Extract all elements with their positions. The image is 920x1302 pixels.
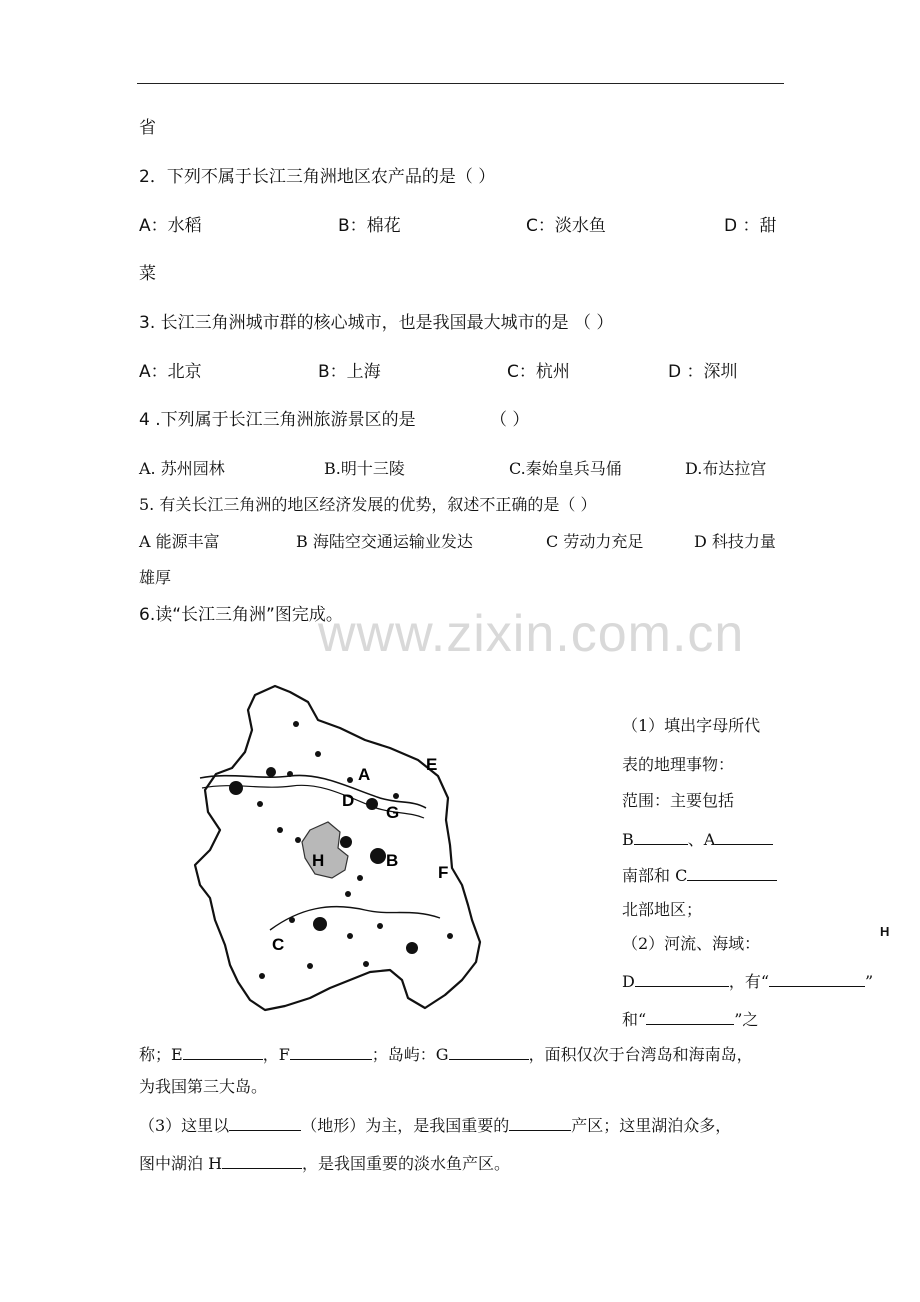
blank-nickname2[interactable] xyxy=(646,1008,734,1025)
q4-option-b: B.明十三陵 xyxy=(324,459,405,478)
blank-d[interactable] xyxy=(635,970,729,987)
city-dot xyxy=(259,973,265,979)
q2-stem: 2．下列不属于长江三角洲地区农产品的是（ ） xyxy=(139,167,496,187)
q6-part2-d-line xyxy=(622,970,873,992)
map-label-h: H xyxy=(312,851,325,870)
blank-nickname1[interactable] xyxy=(769,970,865,987)
q6-part2-line1: （2）河流、海域： xyxy=(622,934,761,953)
city-dot xyxy=(266,767,276,777)
q6-part1-b-line xyxy=(622,828,773,850)
continuation-text: 省 xyxy=(139,118,156,138)
q6-part1-line2: 表的地理事物： xyxy=(622,755,735,774)
q4-paren: （ ） xyxy=(490,410,530,430)
label-cont-e: 称；E xyxy=(139,1045,183,1064)
blank-b[interactable] xyxy=(634,828,688,845)
city-dot xyxy=(287,771,293,777)
city-dot xyxy=(347,933,353,939)
q6-stem: 6.读“长江三角洲”图完成。 xyxy=(139,605,343,625)
city-dot xyxy=(347,777,353,783)
q5-option-a: A 能源丰富 xyxy=(139,532,220,551)
label-b: B xyxy=(622,830,634,849)
blank-g[interactable] xyxy=(449,1043,529,1060)
label-cont-f: ，F xyxy=(262,1045,290,1064)
q6-part2-cont-line xyxy=(139,1043,753,1065)
blank-a[interactable] xyxy=(715,828,773,845)
watermark: www.zixin.com.cn xyxy=(318,605,745,663)
q2-option-b: B：棉花 xyxy=(338,216,401,236)
city-dot xyxy=(289,917,295,923)
blank-terrain[interactable] xyxy=(229,1114,301,1131)
city-dot xyxy=(293,721,299,727)
map-label-d: D xyxy=(342,791,355,810)
city-dot xyxy=(357,875,363,881)
city-dot xyxy=(313,917,327,931)
q5-wrap: 雄厚 xyxy=(139,568,172,587)
map-label-b: B xyxy=(386,851,399,870)
q2-option-d: D ：甜 xyxy=(724,216,777,236)
map-label-c: C xyxy=(272,935,285,954)
city-dot xyxy=(295,837,301,843)
blank-f[interactable] xyxy=(290,1043,372,1060)
q6-part1-line1: （1）填出字母所代 xyxy=(622,716,761,735)
label-sep-a: 、A xyxy=(687,830,716,849)
blank-h[interactable] xyxy=(222,1152,302,1169)
q3-option-d: D ：深圳 xyxy=(668,362,738,382)
q2-option-c: C：淡水鱼 xyxy=(526,216,606,236)
city-dot xyxy=(229,781,243,795)
city-dot xyxy=(393,793,399,799)
blank-c[interactable] xyxy=(687,864,777,881)
label-cont-g: ；岛屿：G xyxy=(371,1045,449,1064)
city-dot xyxy=(277,827,283,833)
city-dot xyxy=(257,801,263,807)
q3-option-c: C：杭州 xyxy=(507,362,570,382)
q5-option-c: C 劳动力充足 xyxy=(546,532,644,551)
q3-option-a: A：北京 xyxy=(139,362,202,382)
city-dot xyxy=(345,891,351,897)
stray-label: H xyxy=(880,924,890,939)
label-between: ”之 xyxy=(734,1010,759,1029)
label-cont-island: ，面积仅次于台湾岛和海南岛， xyxy=(528,1045,753,1064)
yangtze-delta-map xyxy=(150,680,490,1015)
q6-part1-line3: 范围：主要包括 xyxy=(622,791,735,810)
blank-product[interactable] xyxy=(509,1114,571,1131)
q6-part3-line2 xyxy=(139,1152,510,1174)
q6-part3-line1 xyxy=(139,1114,731,1136)
header-rule xyxy=(137,83,784,84)
city-dot xyxy=(406,942,418,954)
city-dot xyxy=(377,923,383,929)
city-dot xyxy=(366,798,378,810)
q2-option-a: A：水稻 xyxy=(139,216,202,236)
map-label-f: F xyxy=(438,863,449,882)
city-dot xyxy=(363,961,369,967)
q5-stem: 5. 有关长江三角洲的地区经济发展的优势，叙述不正确的是（ ） xyxy=(139,495,597,514)
city-dot xyxy=(340,836,352,848)
label-p3-d: 图中湖泊 H xyxy=(139,1154,223,1173)
q3-stem: 3. 长江三角洲城市群的核心城市，也是我国最大城市的是 （ ） xyxy=(139,313,614,333)
q4-option-d: D.布达拉宫 xyxy=(685,459,767,478)
label-d: D xyxy=(622,972,635,991)
map-label-e: E xyxy=(426,755,438,774)
q4-option-a: A. 苏州园林 xyxy=(139,459,225,478)
q4-option-c: C.秦始皇兵马俑 xyxy=(509,459,622,478)
city-dot xyxy=(315,751,321,757)
label-close-quote: ” xyxy=(865,972,874,991)
blank-e[interactable] xyxy=(183,1043,263,1060)
q4-stem: 4 .下列属于长江三角洲旅游景区的是 xyxy=(139,410,416,430)
q5-option-d: D 科技力量 xyxy=(694,532,776,551)
q3-option-b: B：上海 xyxy=(318,362,381,382)
map-label-g: G xyxy=(386,803,400,822)
city-dot xyxy=(370,848,386,864)
label-have: ，有“ xyxy=(728,972,770,991)
map-label-a: A xyxy=(358,765,371,784)
q6-part2-last: 为我国第三大岛。 xyxy=(139,1077,268,1096)
q5-option-b: B 海陆空交通运输业发达 xyxy=(296,532,473,551)
label-p3-a: （3）这里以 xyxy=(139,1116,230,1135)
q6-part2-and-line xyxy=(622,1008,758,1030)
label-south-c: 南部和 C xyxy=(622,866,688,885)
q2-wrap: 菜 xyxy=(139,264,156,284)
label-p3-c: 产区；这里湖泊众多， xyxy=(571,1116,732,1135)
q6-part1-north: 北部地区； xyxy=(622,900,703,919)
q6-part1-c-line xyxy=(622,864,777,886)
label-and: 和“ xyxy=(622,1010,647,1029)
label-p3-b: （地形）为主，是我国重要的 xyxy=(301,1116,510,1135)
city-dot xyxy=(307,963,313,969)
city-dot xyxy=(447,933,453,939)
label-p3-e: ，是我国重要的淡水鱼产区。 xyxy=(302,1154,511,1173)
